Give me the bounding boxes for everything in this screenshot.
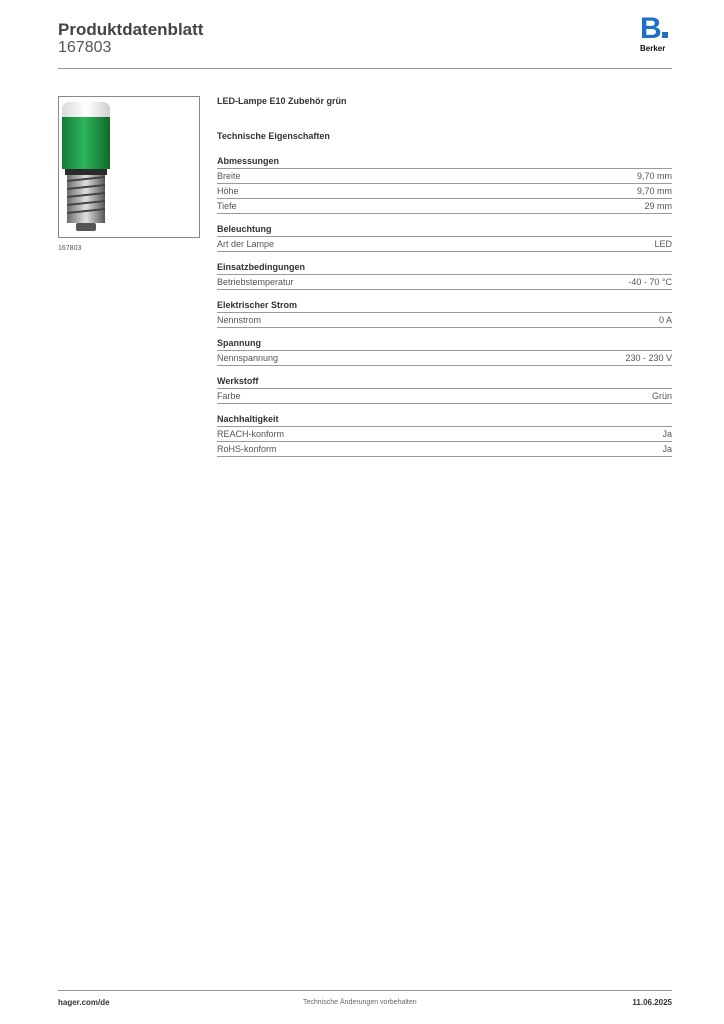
footer-website: hager.com/de [58,998,110,1007]
spec-label: Art der Lampe [217,239,275,249]
spec-value: 9,70 mm [636,171,672,181]
spec-value: 230 - 230 V [625,353,672,363]
spec-label: Betriebstemperatur [217,277,294,287]
article-number: 167803 [58,39,112,56]
section-title: Elektrischer Strom [217,299,672,313]
product-name: LED-Lampe E10 Zubehör grün [217,96,347,106]
spec-section [217,413,672,457]
spec-label: Breite [217,171,241,181]
spec-label: Nennstrom [217,315,262,325]
page-title: Produktdatenblatt [58,20,204,39]
spec-row [217,427,672,442]
spec-row [217,169,672,184]
spec-section [217,155,672,214]
spec-row [217,389,672,404]
spec-row [217,275,672,290]
section-title: Werkstoff [217,375,672,389]
spec-value: Ja [662,429,672,439]
spec-value: Ja [662,444,672,454]
spec-row [217,351,672,366]
spec-sections [217,155,672,457]
brand-logo [640,12,674,53]
header-divider [58,68,672,69]
spec-value: 29 mm [644,201,672,211]
footer-date: 11.06.2025 [632,998,672,1007]
section-title: Beleuchtung [217,223,672,237]
spec-section [217,223,672,252]
spec-section [217,299,672,328]
section-title: Spannung [217,337,672,351]
spec-row [217,237,672,252]
spec-label: Höhe [217,186,239,196]
image-caption: 167803 [58,245,82,252]
spec-row [217,313,672,328]
spec-label: Tiefe [217,201,237,211]
product-image [58,96,200,238]
spec-row [217,184,672,199]
spec-value: Grün [651,391,672,401]
footer-notice: Technische Änderungen vorbehalten [303,999,417,1006]
spec-label: RoHS-konform [217,444,277,454]
spec-section [217,375,672,404]
spec-section [217,261,672,290]
spec-section [217,337,672,366]
spec-value: -40 - 70 °C [628,277,672,287]
logo-text: Berker [640,44,666,53]
tech-heading: Technische Eigenschaften [217,131,330,141]
spec-value: 9,70 mm [636,186,672,196]
section-title: Einsatzbedingungen [217,261,672,275]
section-title: Abmessungen [217,155,672,169]
spec-label: REACH-konform [217,429,285,439]
spec-row [217,199,672,214]
lamp-image [59,97,199,237]
section-title: Nachhaltigkeit [217,413,672,427]
spec-value: 0 A [658,315,672,325]
spec-row [217,442,672,457]
spec-value: LED [654,239,672,249]
spec-content [217,96,672,457]
spec-label: Nennspannung [217,353,279,363]
footer-divider [58,990,672,991]
spec-label: Farbe [217,391,241,401]
logo-letter: B [640,12,661,45]
